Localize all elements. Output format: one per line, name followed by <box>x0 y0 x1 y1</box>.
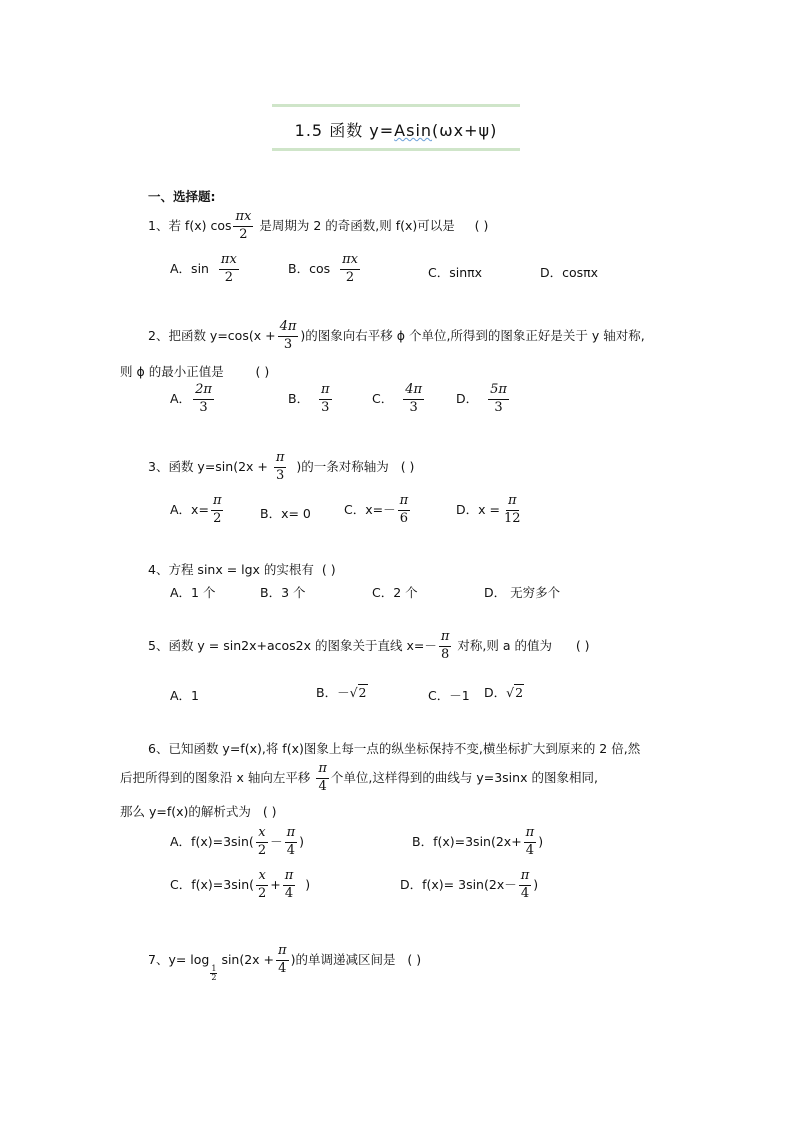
title-rule-bottom <box>272 148 520 151</box>
q1-option-d: D．cosπx <box>540 265 599 280</box>
q1-option-c: C．sinπx <box>428 265 483 280</box>
q5-option-a: A．1 <box>170 688 200 703</box>
q6-option-a: A．f(x)=3sin( $\frac{x}{2}$ － $\frac{\pi}{4}$ ) <box>170 825 305 858</box>
section-heading: 一、选择题: <box>148 189 216 204</box>
title-rule-top <box>272 104 520 107</box>
question-5-stem: 5、函数 y = sin2x+acos2x 的图象关于直线 x=－ $\frac{\pi}{8}$ 对称,则 a 的值为 ( ) <box>148 629 590 662</box>
q5-option-c: C．－1 <box>428 688 470 703</box>
q4-option-b: B．3 个 <box>260 585 306 600</box>
q2-option-c: C． $\frac{4\pi}{3}$ <box>372 382 423 415</box>
page-title: 1.5 函数 y=Asin(ωx+ψ) <box>294 121 498 140</box>
q4-option-a: A．1 个 <box>170 585 216 600</box>
q5-option-d: D．√2 <box>484 685 524 700</box>
log-base: 1 2 <box>211 963 217 982</box>
q2-option-d: D． $\frac{5\pi}{3}$ <box>456 382 507 415</box>
q3-option-a: A．x= $\frac{\pi}{2}$ <box>170 493 222 526</box>
question-6-line1: 6、已知函数 y=f(x),将 f(x)图象上每一点的纵坐标保持不变,横坐标扩大到原来的 2 倍,然 <box>148 741 641 756</box>
title-wavy: Asin <box>394 121 433 140</box>
q4-option-c: C．2 个 <box>372 585 418 600</box>
question-2-line2: 则 ϕ 的最小正值是 ( ) <box>120 364 270 379</box>
q3-option-b: B．x= 0 <box>260 506 311 521</box>
question-6-line3: 那么 y=f(x)的解析式为 ( ) <box>120 804 277 819</box>
question-7-stem: 7、y= log $_{\frac{1}{2}}$ sin(2x + $\frac{\pi}{4}$ )的单调递减区间是 ( ) <box>148 943 422 982</box>
q2-option-b: B． $\frac{\pi}{3}$ <box>288 382 330 415</box>
question-1-stem: 1、若 f(x) cos $\frac{\pi x}{2}$ 是周期为 2 的奇函数,则 f(x)可以是 ( ) <box>148 209 489 242</box>
q4-option-d: D． 无穷多个 <box>484 585 561 600</box>
question-3-stem: 3、函数 y=sin(2x + $\frac{\pi}{3}$ )的一条对称轴为 ( ) <box>148 450 415 483</box>
q1-option-b: B．cos $\frac{\pi x}{2}$ <box>288 252 358 285</box>
q3-option-d: D．x = $\frac{\pi}{12}$ <box>456 493 521 526</box>
q6-option-c: C．f(x)=3sin( $\frac{x}{2}$ + $\frac{\pi}{4}$ ) <box>170 868 311 901</box>
frac: $\frac{\pi x}{2}$ <box>235 209 252 242</box>
question-4-stem: 4、方程 sinx = lgx 的实根有 ( ) <box>148 562 336 577</box>
q2-option-a: A． $\frac{2\pi}{3}$ <box>170 382 212 415</box>
question-6-line2: 后把所得到的图象沿 x 轴向左平移 $\frac{\pi}{4}$ 个单位,这样得到的曲线与 y=3sinx 的图象相同, <box>120 761 598 794</box>
q3-option-c: C．x=－ $\frac{\pi}{6}$ <box>344 493 409 526</box>
q1-option-a: A．sin $\frac{\pi x}{2}$ <box>170 252 237 285</box>
q6-option-b: B．f(x)=3sin(2x+ $\frac{\pi}{4}$ ) <box>412 825 544 858</box>
question-2-stem: 2、把函数 y=cos(x + $\frac{4\pi}{3}$ )的图象向右平移 ϕ 个单位,所得到的图象正好是关于 y 轴对称, <box>148 319 645 352</box>
q6-option-d: D．f(x)= 3sin(2x－ $\frac{\pi}{4}$ ) <box>400 868 539 901</box>
q5-option-b: B．－√2 <box>316 685 367 700</box>
